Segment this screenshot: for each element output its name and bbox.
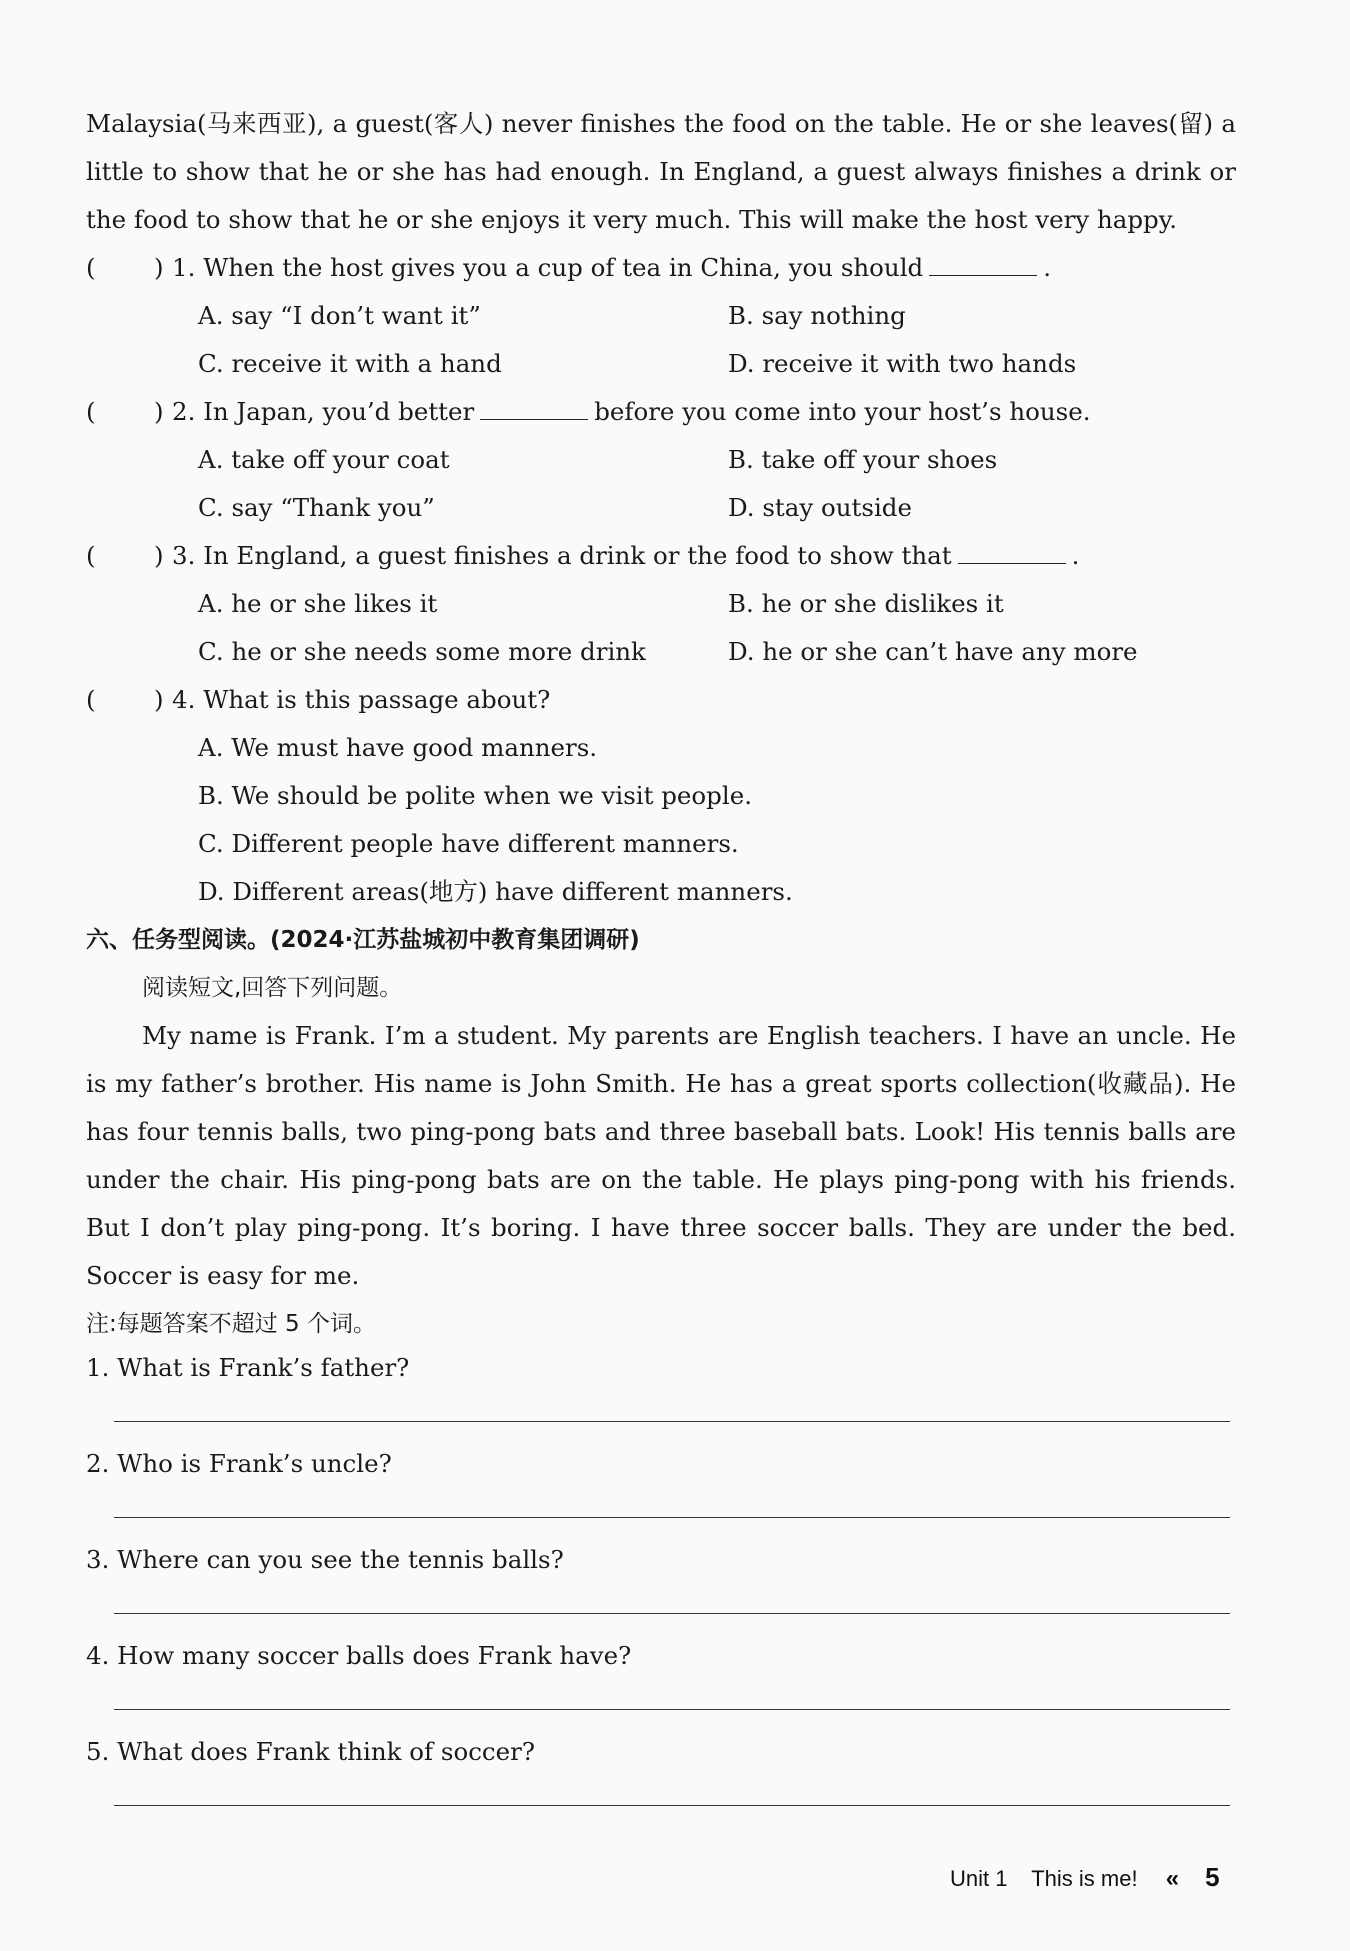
question-text <box>172 244 1051 292</box>
footer-unit: Unit 1 <box>950 1866 1008 1891</box>
option-row <box>86 580 1236 628</box>
answer-paren-right: ) <box>154 397 164 426</box>
mc-question-4 <box>86 676 1236 724</box>
footer-unit-title: This is me! <box>1031 1866 1138 1891</box>
mc-question-1 <box>86 244 1236 292</box>
answer-line-3[interactable] <box>114 1612 1230 1614</box>
task-question-4: 4. How many soccer balls does Frank have? <box>86 1641 632 1670</box>
option-b: B. say nothing <box>728 301 906 330</box>
option-a: A. We must have good manners. <box>198 733 598 762</box>
option-d: D. Different areas(地方) have different manners. <box>198 877 793 906</box>
question-stem: In England, a guest finishes a drink or the food to show that <box>203 541 952 570</box>
option-row <box>86 484 1236 532</box>
option-a: A. say “I don’t want it” <box>198 301 481 330</box>
option-a: A. he or she likes it <box>198 589 438 618</box>
question-stem: What is this passage about? <box>203 685 551 714</box>
mc-question-3 <box>86 532 1236 580</box>
intro-paragraph: Malaysia(马来西亚), a guest(客人) never finishes the food on the table. He or she leaves(留) a little to show that he or she has had enough. In England, a guest always finishes a drink or the food to show that he or she enjoys it very much. This will make the host very happy. <box>86 109 1236 234</box>
mc-question-2 <box>86 388 1236 436</box>
task-question-2: 2. Who is Frank’s uncle? <box>86 1449 392 1478</box>
option-row <box>86 724 1236 772</box>
question-text <box>172 388 1091 436</box>
page-content <box>86 100 1236 1828</box>
question-text <box>172 676 550 724</box>
answer-line-5[interactable] <box>114 1804 1230 1806</box>
option-d: D. receive it with two hands <box>728 349 1077 378</box>
task-question-5: 5. What does Frank think of soccer? <box>86 1737 535 1766</box>
option-c: C. receive it with a hand <box>198 349 502 378</box>
option-row <box>86 772 1236 820</box>
question-number: 2. <box>172 397 196 426</box>
option-d: D. stay outside <box>728 493 912 522</box>
question-number: 4. <box>172 685 196 714</box>
option-c: C. Different people have different manners. <box>198 829 739 858</box>
answer-note: 注:每题答案不超过 5 个词。 <box>86 1311 377 1337</box>
option-row <box>86 868 1236 916</box>
option-c: C. say “Thank you” <box>198 493 435 522</box>
task-question-1: 1. What is Frank’s father? <box>86 1353 410 1382</box>
answer-paren-left: ( <box>86 253 96 282</box>
section-instruction: 阅读短文,回答下列问题。 <box>142 975 403 1001</box>
option-b: B. take off your shoes <box>728 445 998 474</box>
question-tail: . <box>1071 541 1080 570</box>
option-c: C. he or she needs some more drink <box>198 637 646 666</box>
option-row <box>86 628 1236 676</box>
option-d: D. he or she can’t have any more <box>728 637 1138 666</box>
answer-line-4[interactable] <box>114 1708 1230 1710</box>
option-b: B. he or she dislikes it <box>728 589 1004 618</box>
section-title: 六、任务型阅读。(2024·江苏盐城初中教育集团调研) <box>86 927 640 953</box>
fill-blank[interactable] <box>929 255 1037 276</box>
answer-line-2[interactable] <box>114 1516 1230 1518</box>
question-number: 1. <box>172 253 196 282</box>
task-question-3: 3. Where can you see the tennis balls? <box>86 1545 564 1574</box>
fill-blank[interactable] <box>480 399 588 420</box>
option-a: A. take off your coat <box>198 445 450 474</box>
answer-paren-left: ( <box>86 685 96 714</box>
answer-paren-right: ) <box>154 541 164 570</box>
answer-paren-left: ( <box>86 397 96 426</box>
page-number: 5 <box>1205 1862 1220 1892</box>
question-tail: before you come into your host’s house. <box>594 397 1091 426</box>
option-row <box>86 340 1236 388</box>
question-text <box>172 532 1079 580</box>
answer-paren-left: ( <box>86 541 96 570</box>
option-row <box>86 436 1236 484</box>
option-row <box>86 292 1236 340</box>
question-tail: . <box>1043 253 1052 282</box>
answer-paren-right: ) <box>154 685 164 714</box>
answer-paren-right: ) <box>154 253 164 282</box>
option-row <box>86 820 1236 868</box>
answer-line-1[interactable] <box>114 1420 1230 1422</box>
question-number: 3. <box>172 541 196 570</box>
option-b: B. We should be polite when we visit people. <box>198 781 752 810</box>
question-stem: In Japan, you’d better <box>203 397 475 426</box>
double-chevron-left-icon: « <box>1165 1865 1180 1892</box>
fill-blank[interactable] <box>958 543 1066 564</box>
question-stem: When the host gives you a cup of tea in China, you should <box>203 253 924 282</box>
reading-passage: My name is Frank. I’m a student. My parents are English teachers. I have an uncle. He is my father’s brother. His name is John Smith. He has a great sports collection(收藏品). He has four tennis balls, two ping-pong bats and three baseball bats. Look! His tennis balls are under the chair. His ping-pong bats are on the table. He plays ping-pong with his friends. But I don’t play ping-pong. It’s boring. I have three soccer balls. They are under the bed. Soccer is easy for me. <box>86 1021 1236 1290</box>
page-footer <box>950 1862 1220 1893</box>
